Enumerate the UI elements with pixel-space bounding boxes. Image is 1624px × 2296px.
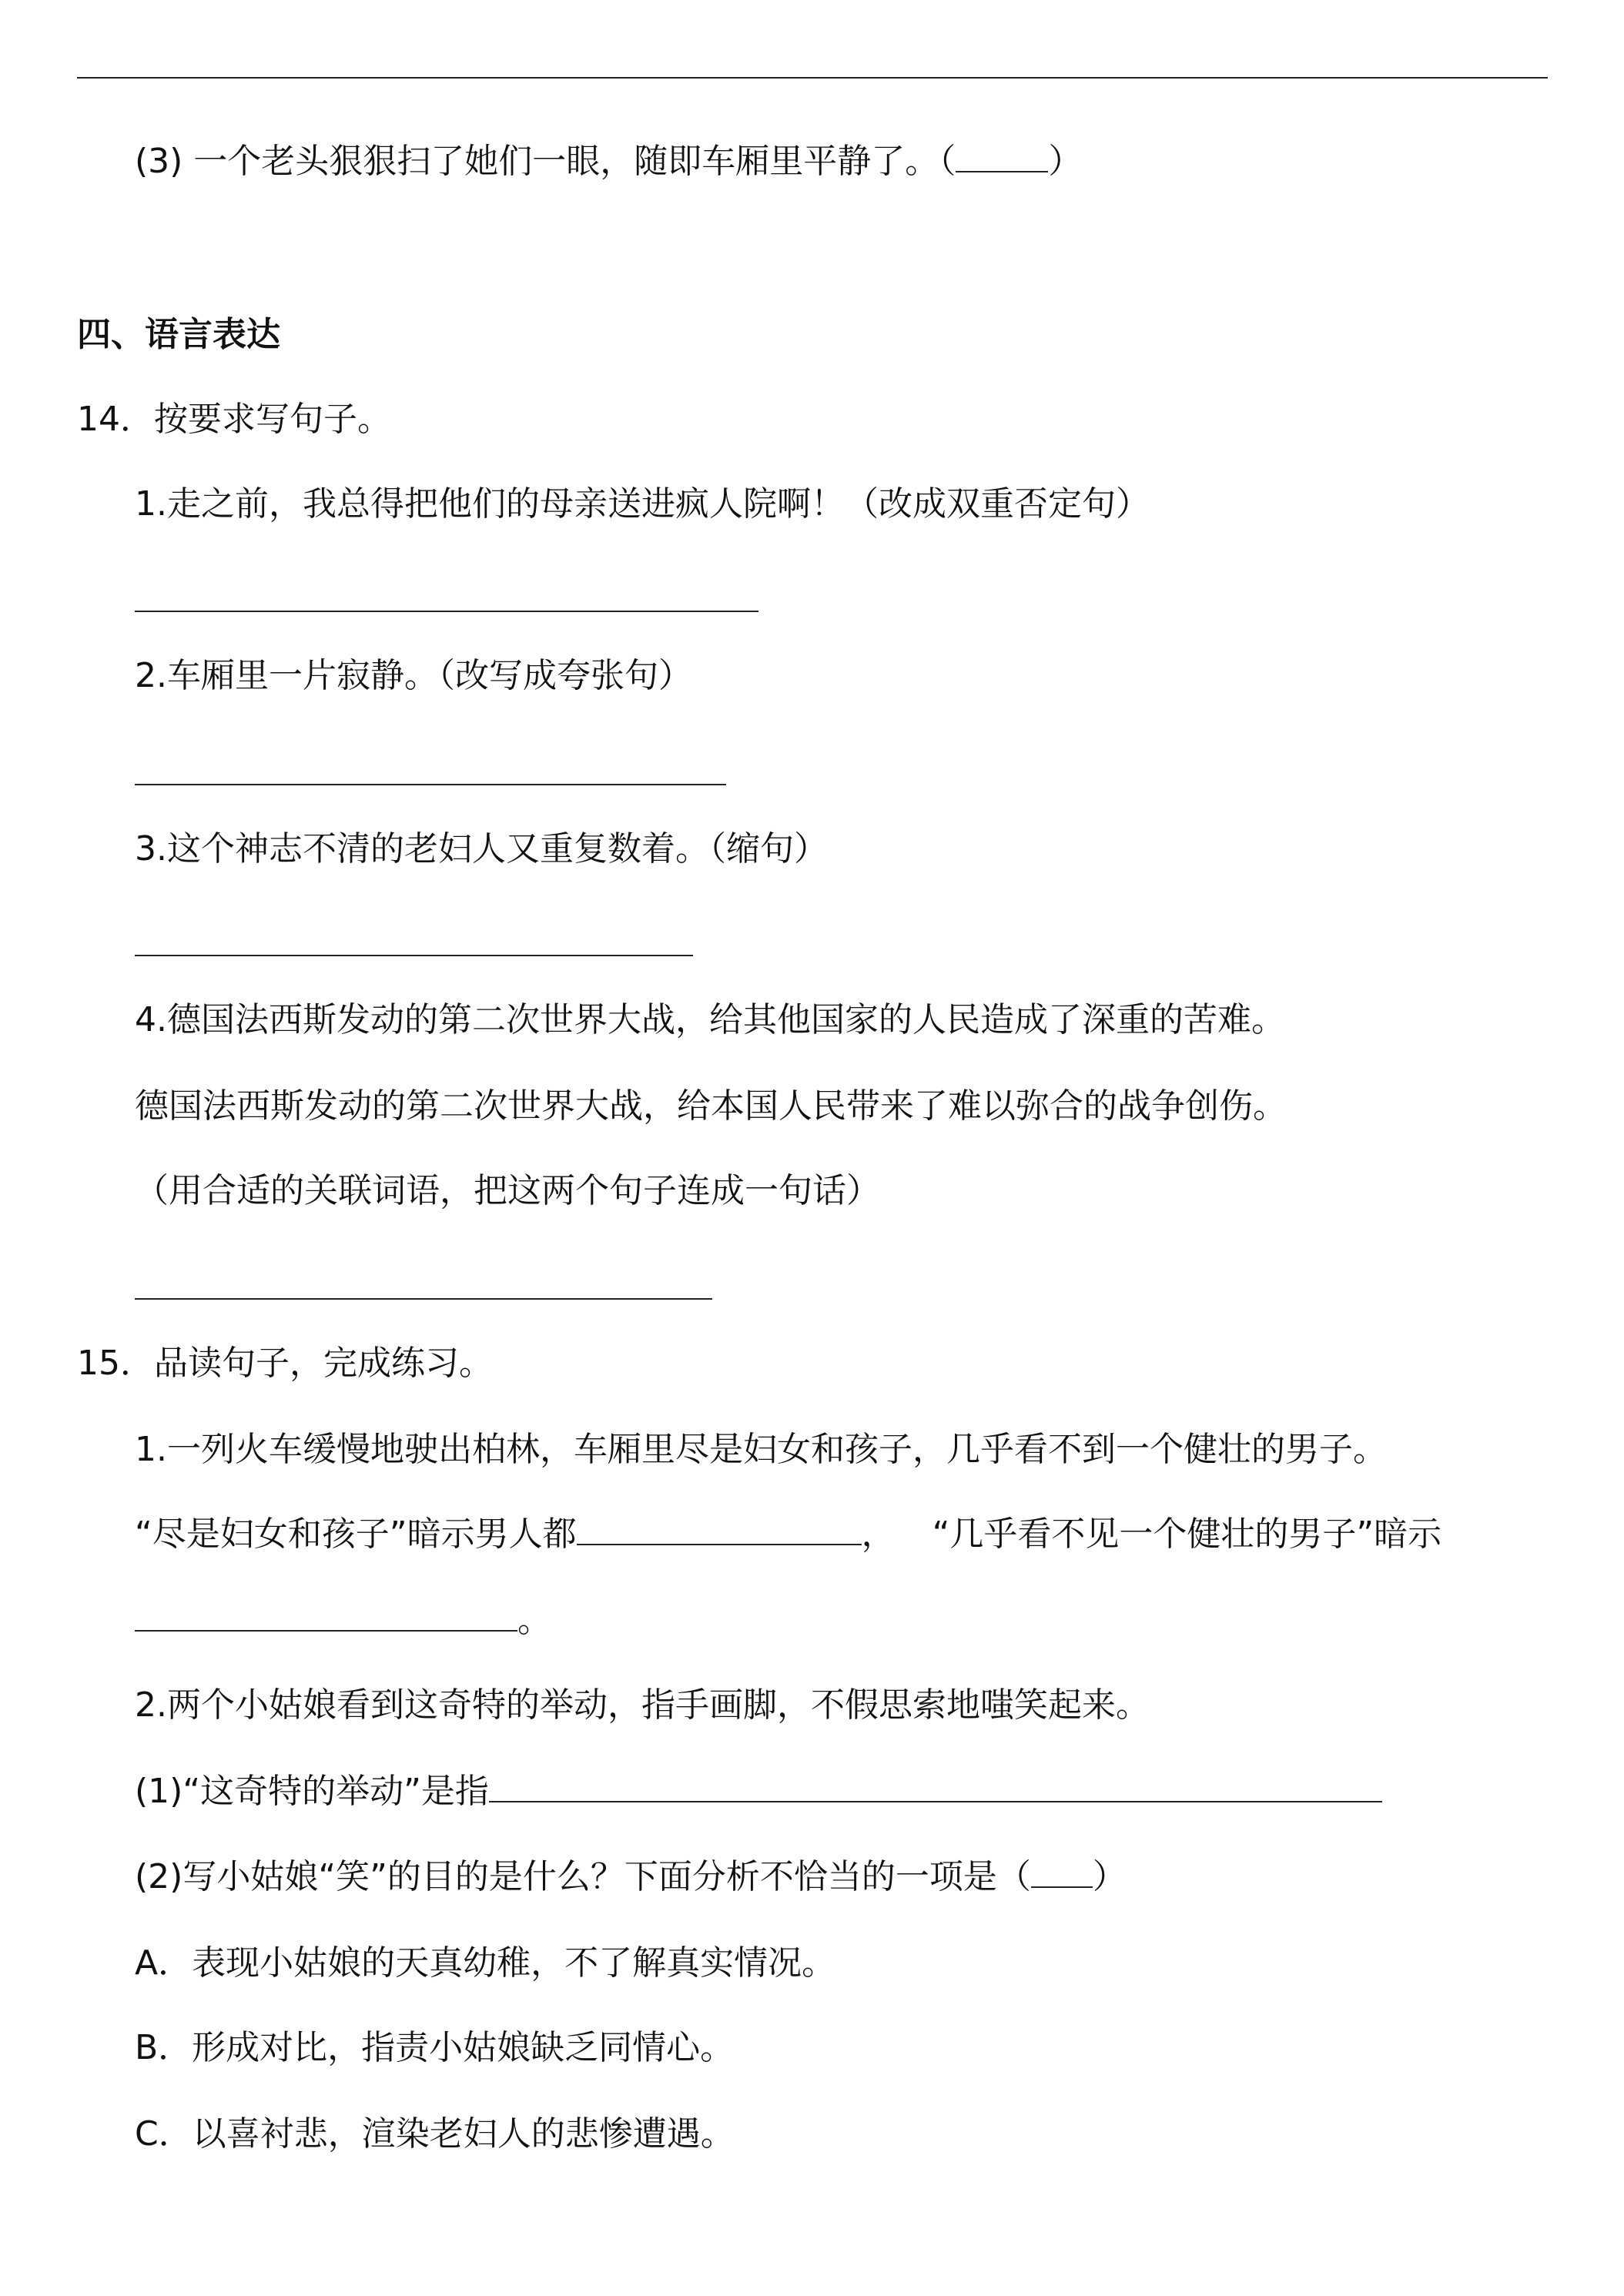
- q14-answer-line-2[interactable]: [135, 784, 726, 785]
- header-rule: [77, 77, 1548, 79]
- q15-choice-blank[interactable]: [1031, 1857, 1093, 1888]
- q15-passage-1-hint: “尽是妇女和孩子”暗示男人都 ， “几乎看不见一个健壮的男子”暗示: [135, 1514, 1442, 1554]
- q15-blank-2[interactable]: [135, 1599, 517, 1632]
- q14-sentence-1: 1.走之前，我总得把他们的母亲送进疯人院啊！（改成双重否定句）: [135, 484, 1150, 524]
- q14-sentence-3: 3.这个神志不清的老妇人又重复数着。（缩句）: [135, 829, 828, 869]
- section-title: 四、语言表达: [77, 315, 280, 354]
- q15-option-c: C．以喜衬悲，渲染老妇人的悲惨遭遇。: [135, 2114, 735, 2154]
- q15-question-2-1: (1)“这奇特的举动”是指: [135, 1769, 1382, 1815]
- q15-heading: 15．品读句子，完成练习。: [77, 1344, 493, 1383]
- q15-passage-2: 2.两个小姑娘看到这奇特的举动，指手画脚，不假思索地嗤笑起来。: [135, 1685, 1150, 1725]
- q15-option-b: B．形成对比，指责小姑娘缺乏同情心。: [135, 2028, 735, 2067]
- q14-sentence-4b: 德国法西斯发动的第二次世界大战，给本国人民带来了难以弥合的战争创伤。: [135, 1086, 1287, 1126]
- q15-blank-3[interactable]: [489, 1770, 1382, 1802]
- q15-option-a: A．表现小姑娘的天真幼稚，不了解真实情况。: [135, 1943, 836, 1983]
- q15-blank-1[interactable]: [577, 1513, 862, 1545]
- q14-sentence-2: 2.车厢里一片寂静。（改写成夸张句）: [135, 656, 692, 695]
- q15-passage-1-end: 。: [135, 1598, 551, 1644]
- q15-passage-1: 1.一列火车缓慢地驶出柏林，车厢里尽是妇女和孩子，几乎看不到一个健壮的男子。: [135, 1430, 1387, 1469]
- q14-answer-line-1[interactable]: [135, 611, 758, 612]
- q14-sentence-4-instruction: （用合适的关联词语，把这两个句子连成一句话）: [135, 1171, 880, 1210]
- q13-item3-answer-blank[interactable]: [956, 142, 1048, 172]
- q14-answer-line-3[interactable]: [135, 955, 693, 956]
- q14-sentence-4a: 4.德国法西斯发动的第二次世界大战，给其他国家的人民造成了深重的苦难。: [135, 1000, 1285, 1039]
- q14-answer-line-4[interactable]: [135, 1298, 712, 1300]
- q14-heading: 14．按要求写句子。: [77, 400, 391, 439]
- q15-question-2-2: (2)写小姑娘“笑”的目的是什么？下面分析不恰当的一项是（ ）: [135, 1857, 1127, 1896]
- q13-item3: (3) 一个老头狠狠扫了她们一眼，随即车厢里平静了。（ ）: [135, 142, 1083, 181]
